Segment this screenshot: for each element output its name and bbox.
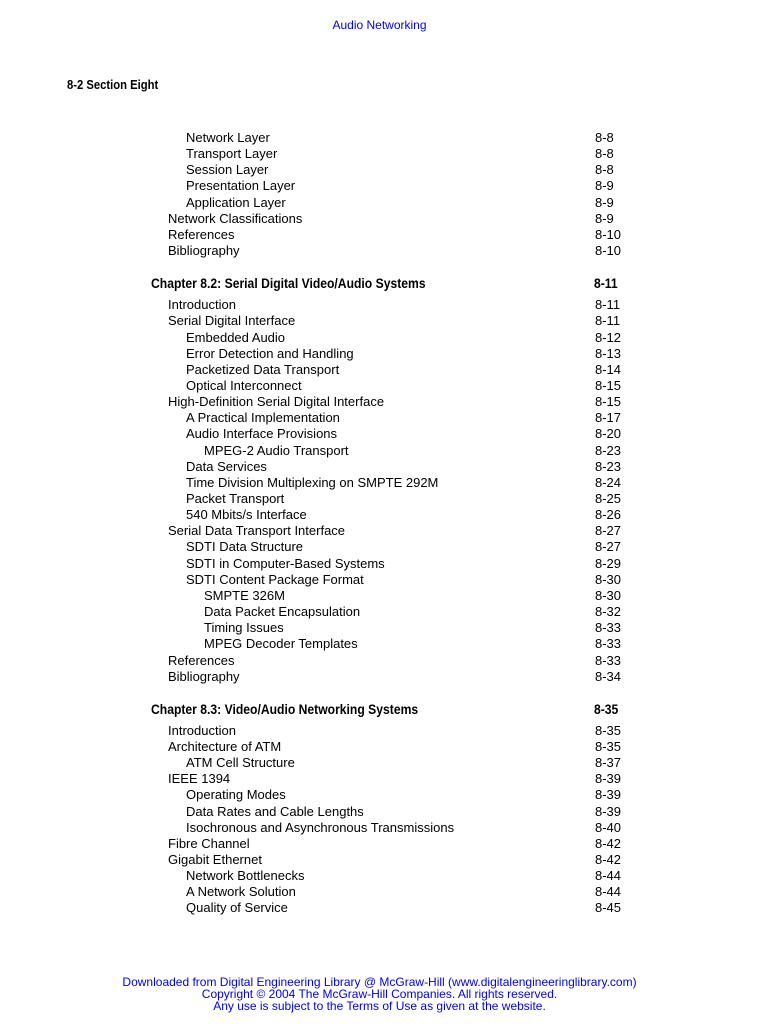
toc-entry (0, 162, 759, 178)
toc-entry-title: IEEE 1394 (168, 771, 231, 787)
header-link[interactable]: Audio Networking (332, 18, 427, 32)
toc-entry-title: SMPTE 326M (204, 587, 285, 603)
toc-entry-page: 8-27 (595, 539, 622, 555)
toc-entry-title: Introduction (168, 722, 236, 738)
toc-entry (0, 178, 759, 194)
toc-entry (0, 330, 759, 346)
toc-entry (0, 426, 759, 442)
toc-entry-page: 8-11 (594, 276, 618, 292)
toc-entry-title: Chapter 8.3: Video/Audio Networking Systems (151, 701, 419, 717)
toc-entry-title: Data Rates and Cable Lengths (186, 803, 364, 819)
toc-entry (0, 739, 759, 755)
chapter-heading (0, 275, 759, 293)
toc-entry-title: Network Classifications (168, 210, 303, 226)
toc-entry-page: 8-35 (595, 722, 622, 738)
footer (0, 976, 759, 1012)
toc-entry-page: 8-42 (595, 835, 622, 851)
toc-entry-title: Architecture of ATM (168, 738, 282, 754)
toc-entry (0, 787, 759, 803)
toc-entry (0, 523, 759, 539)
toc-entry-page: 8-14 (595, 361, 622, 377)
toc-entry-page: 8-11 (595, 297, 621, 313)
toc-entry (0, 636, 759, 652)
toc-entry-title: Serial Data Transport Interface (168, 523, 346, 539)
footer-copyright: Copyright © 2004 The McGraw-Hill Companies. All rights reserved. (201, 987, 558, 1001)
toc-entry-title: Transport Layer (186, 146, 278, 162)
toc-entry (0, 362, 759, 378)
toc-entry (0, 771, 759, 787)
toc-entry-title: High-Definition Serial Digital Interface (168, 394, 385, 410)
toc-entry-page: 8-17 (595, 410, 622, 426)
toc-entry-title: 540 Mbits/s Interface (186, 507, 307, 523)
toc-entry-title: SDTI Data Structure (186, 539, 304, 555)
toc-entry (0, 900, 759, 916)
toc-entry-title: Quality of Service (186, 900, 288, 916)
toc-entry-title: Audio Interface Provisions (186, 426, 338, 442)
toc-entry-title: Application Layer (186, 194, 286, 210)
toc-entry-page: 8-8 (595, 162, 614, 178)
footer-download-link[interactable]: Downloaded from Digital Engineering Library @ McGraw-Hill (www.digitalengineeringlibrary.com) (122, 975, 637, 989)
toc-entry (0, 539, 759, 555)
toc-entry (0, 195, 759, 211)
toc-entry-page: 8-15 (595, 394, 622, 410)
toc-entry-page: 8-39 (595, 771, 622, 787)
toc-entry (0, 723, 759, 739)
toc-entry (0, 556, 759, 572)
toc-entry-title: Fibre Channel (168, 835, 250, 851)
toc-entry (0, 836, 759, 852)
toc-entry-page: 8-12 (595, 329, 622, 345)
toc-entry-page: 8-39 (595, 803, 622, 819)
toc-entry-title: Operating Modes (186, 787, 286, 803)
toc-entry-page: 8-13 (595, 345, 622, 361)
toc-entry (0, 394, 759, 410)
toc-entry (0, 146, 759, 162)
toc-entry-page: 8-33 (595, 620, 622, 636)
toc-entry-page: 8-35 (595, 738, 622, 754)
toc-entry-title: References (168, 652, 235, 668)
toc-entry-title: Bibliography (168, 668, 240, 684)
toc-entry-title: SDTI Content Package Format (186, 571, 364, 587)
toc-entry (0, 211, 759, 227)
toc-entry (0, 378, 759, 394)
toc-entry (0, 491, 759, 507)
toc-entry-page: 8-10 (595, 226, 622, 242)
toc-entry (0, 475, 759, 491)
chapter-heading (0, 701, 759, 719)
toc-entry-page: 8-42 (595, 852, 622, 867)
toc-entry-page: 8-29 (595, 555, 622, 571)
toc-entry (0, 755, 759, 771)
toc-entry-title: SDTI in Computer-Based Systems (186, 555, 385, 571)
toc-entry-title: Bibliography (168, 243, 240, 259)
toc-entry-page: 8-40 (595, 819, 622, 835)
toc-entry (0, 852, 759, 868)
toc-entry-page: 8-11 (595, 313, 621, 329)
toc-entry-title: Timing Issues (204, 620, 284, 636)
toc-entry (0, 227, 759, 243)
toc-entry-title: Gigabit Ethernet (168, 852, 262, 867)
toc-entry-page: 8-45 (595, 900, 622, 916)
toc-entry-page: 8-44 (595, 868, 622, 884)
toc-entry (0, 604, 759, 620)
toc-entry-page: 8-8 (595, 130, 614, 145)
toc-entry-title: A Practical Implementation (186, 410, 340, 426)
toc-entry-title: Presentation Layer (186, 178, 296, 194)
toc-entry-page: 8-8 (595, 146, 614, 162)
toc-entry-page: 8-27 (595, 523, 622, 539)
toc-entry-page: 8-30 (595, 571, 622, 587)
toc-entry-title: Chapter 8.2: Serial Digital Video/Audio Systems (151, 276, 426, 292)
toc-entry-page: 8-33 (595, 652, 622, 668)
toc-entry-page: 8-32 (595, 604, 622, 620)
toc-entry-page: 8-9 (595, 178, 614, 194)
toc-entry (0, 346, 759, 362)
toc-entry-title: Optical Interconnect (186, 377, 302, 393)
toc-entry (0, 243, 759, 259)
toc-entry (0, 297, 759, 313)
toc-entry-title: MPEG Decoder Templates (204, 636, 358, 652)
toc-entry (0, 313, 759, 329)
toc-entry-title: Session Layer (186, 162, 269, 178)
toc-entry-title: Data Services (186, 458, 267, 474)
toc-entry-title: Time Division Multiplexing on SMPTE 292M (186, 474, 439, 490)
toc-entry-title: Embedded Audio (186, 329, 286, 345)
toc-entry-title: Data Packet Encapsulation (204, 604, 361, 620)
toc-entry (0, 620, 759, 636)
toc-entry (0, 804, 759, 820)
toc-entry-title: Packetized Data Transport (186, 361, 340, 377)
toc-entry-page: 8-23 (595, 442, 622, 458)
toc-entry (0, 459, 759, 475)
toc-entry-page: 8-37 (595, 755, 622, 771)
toc-entry-page: 8-23 (595, 458, 622, 474)
toc-entry (0, 507, 759, 523)
toc-entry-title: Isochronous and Asynchronous Transmissions (186, 819, 455, 835)
toc-entry-title: Serial Digital Interface (168, 313, 296, 329)
toc-entry-page: 8-15 (595, 377, 622, 393)
toc-entry (0, 669, 759, 685)
toc-entry-page: 8-35 (594, 701, 619, 717)
toc-entry-title: Network Bottlenecks (186, 868, 305, 884)
toc-entry-page: 8-10 (595, 243, 622, 259)
toc-entry-title: MPEG-2 Audio Transport (204, 442, 349, 458)
toc-entry-page: 8-26 (595, 507, 622, 523)
footer-terms-link[interactable]: Any use is subject to the Terms of Use as given at the website. (213, 999, 546, 1013)
toc-entry-title: A Network Solution (186, 884, 296, 900)
toc-entry-page: 8-9 (595, 194, 614, 210)
toc-entry (0, 588, 759, 604)
toc-entry-title: ATM Cell Structure (186, 755, 295, 771)
toc-entry (0, 443, 759, 459)
toc-entry (0, 820, 759, 836)
running-head: 8-2 Section Eight (67, 78, 159, 92)
toc-entry (0, 868, 759, 884)
toc-entry-title: Packet Transport (186, 491, 285, 506)
toc-entry-page: 8-20 (595, 426, 622, 442)
toc-entry-page: 8-24 (595, 474, 622, 490)
toc-entry (0, 884, 759, 900)
toc-entry-page: 8-25 (595, 491, 622, 506)
toc-entry (0, 572, 759, 588)
toc-entry-page: 8-33 (595, 636, 622, 652)
toc-entry-title: Network Layer (186, 130, 270, 145)
toc-entry-page: 8-39 (595, 787, 622, 803)
toc-entry-page: 8-34 (595, 668, 622, 684)
toc-entry-page: 8-9 (595, 210, 614, 226)
toc-entry (0, 653, 759, 669)
toc-entry-title: Error Detection and Handling (186, 345, 354, 361)
toc-entry (0, 130, 759, 146)
toc-entry-page: 8-30 (595, 587, 622, 603)
toc-entry (0, 410, 759, 426)
toc-entry-title: References (168, 226, 235, 242)
toc-entry-title: Introduction (168, 297, 236, 313)
toc-entry-page: 8-44 (595, 884, 622, 900)
